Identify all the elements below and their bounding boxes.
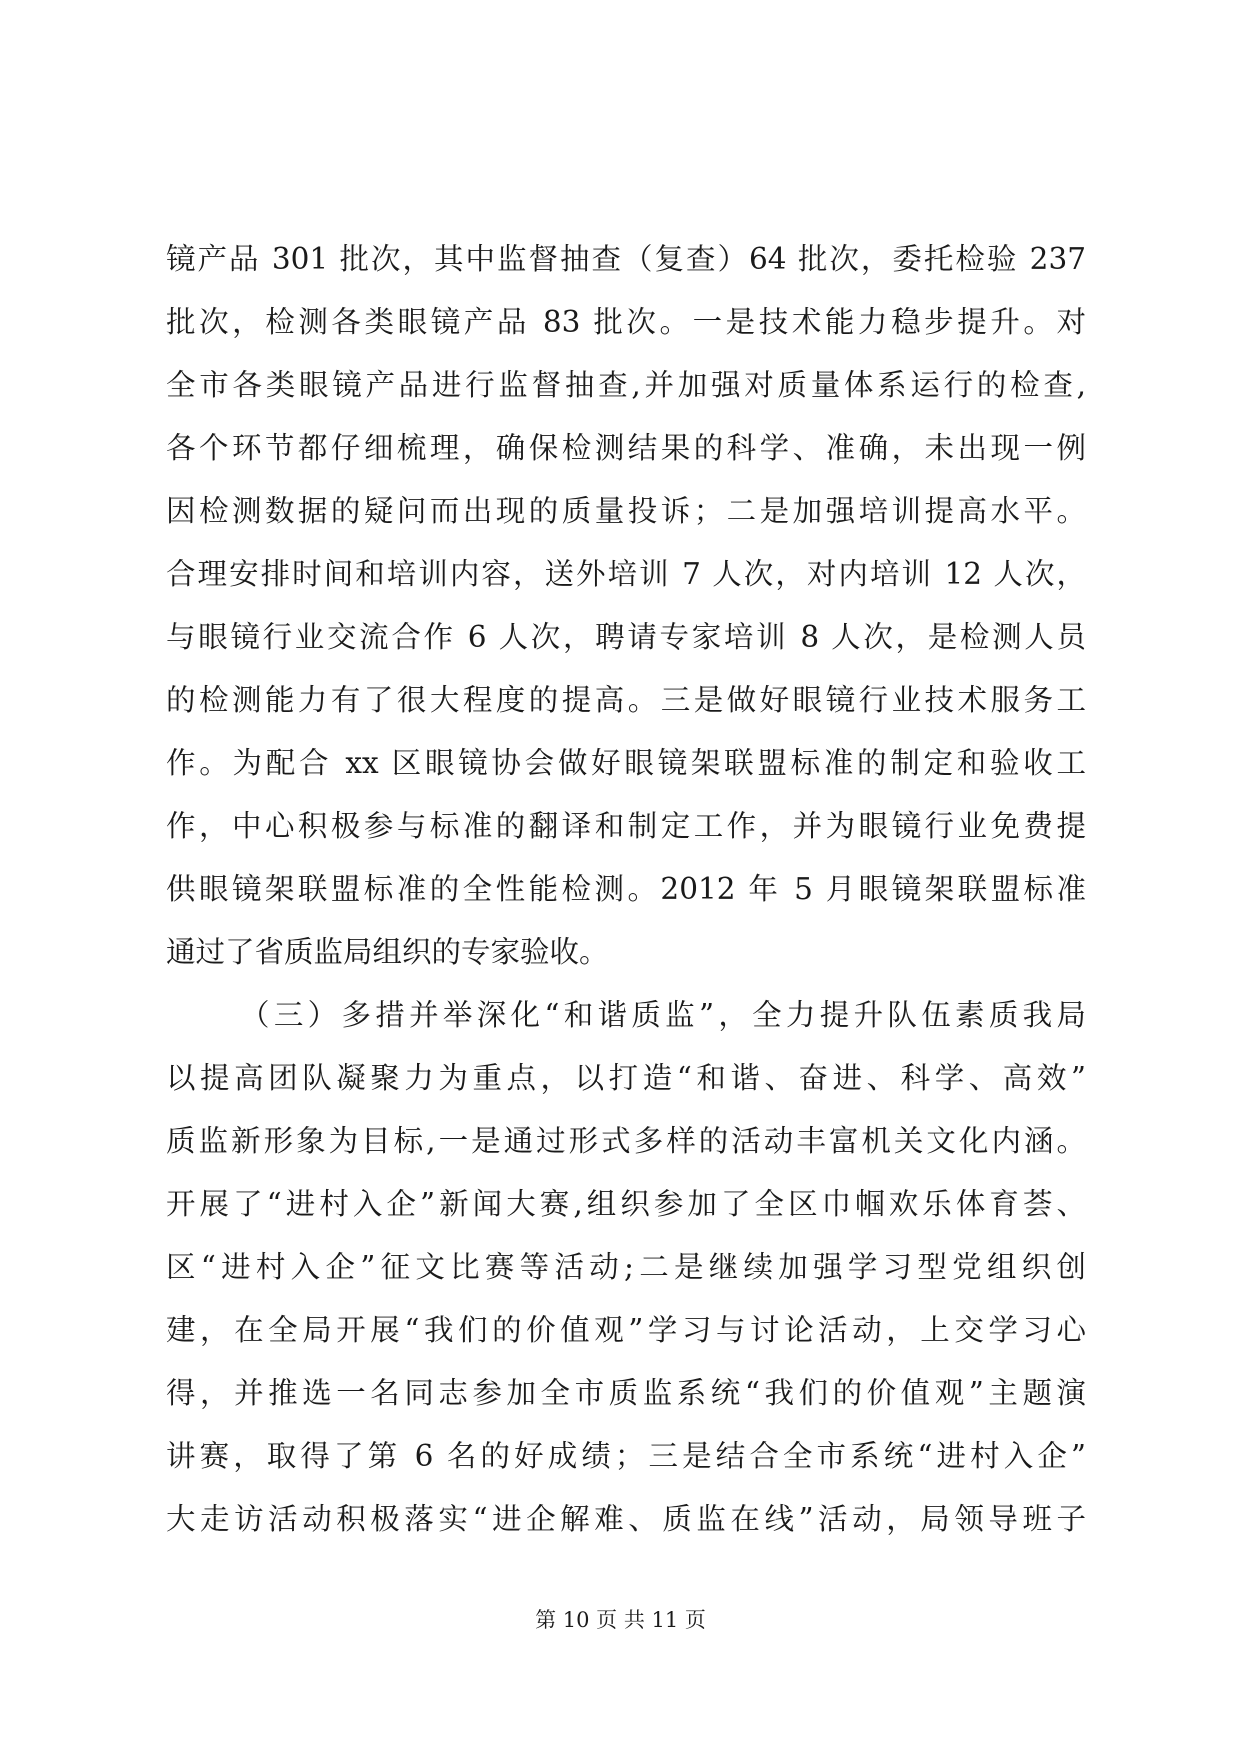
text-line: 全市各类眼镜产品进行监督抽查,并加强对质量体系运行的检查, (166, 368, 1086, 402)
text-line: 作。为配合 xx 区眼镜协会做好眼镜架联盟标准的制定和验收工 (166, 746, 1086, 780)
text-line: 建，在全局开展“我们的价值观”学习与讨论活动，上交学习心 (166, 1313, 1086, 1347)
text-line: 质监新形象为目标,一是通过形式多样的活动丰富机关文化内涵。 (166, 1124, 1086, 1158)
text-line: 合理安排时间和培训内容，送外培训 7 人次，对内培训 12 人次， (166, 557, 1086, 591)
page-footer (0, 1605, 1241, 1635)
text-line: 讲赛，取得了第 6 名的好成绩；三是结合全市系统“进村入企” (166, 1439, 1086, 1473)
text-line: 镜产品 301 批次，其中监督抽查（复查）64 批次，委托检验 237 (166, 242, 1086, 276)
text-line: 因检测数据的疑问而出现的质量投诉；二是加强培训提高水平。 (166, 494, 1086, 528)
section-heading-line: （三）多措并举深化“和谐质监”，全力提升队伍素质我局 (240, 998, 1086, 1032)
paragraph-testing-work (166, 228, 1086, 984)
paragraph-section-three (166, 984, 1086, 1551)
text-line: 作，中心积极参与标准的翻译和制定工作，并为眼镜行业免费提 (166, 809, 1086, 843)
text-line: 批次，检测各类眼镜产品 83 批次。一是技术能力稳步提升。对 (166, 305, 1086, 339)
text-line: 大走访活动积极落实“进企解难、质监在线”活动，局领导班子 (166, 1502, 1086, 1536)
text-line: 各个环节都仔细梳理，确保检测结果的科学、准确，未出现一例 (166, 431, 1086, 465)
text-line: 的检测能力有了很大程度的提高。三是做好眼镜行业技术服务工 (166, 683, 1086, 717)
text-line: 以提高团队凝聚力为重点，以打造“和谐、奋进、科学、高效” (166, 1061, 1086, 1095)
page-number-label: 第 10 页 共 11 页 (535, 1608, 706, 1632)
text-line: 通过了省质监局组织的专家验收。 (166, 935, 609, 969)
text-line: 开展了“进村入企”新闻大赛,组织参加了全区巾帼欢乐体育荟、 (166, 1187, 1086, 1221)
text-line: 区“进村入企”征文比赛等活动;二是继续加强学习型党组织创 (166, 1250, 1086, 1284)
text-line: 供眼镜架联盟标准的全性能检测。2012 年 5 月眼镜架联盟标准 (166, 872, 1086, 906)
document-body (166, 228, 1086, 1551)
text-line: 得，并推选一名同志参加全市质监系统“我们的价值观”主题演 (166, 1376, 1086, 1410)
text-line: 与眼镜行业交流合作 6 人次，聘请专家培训 8 人次，是检测人员 (166, 620, 1086, 654)
